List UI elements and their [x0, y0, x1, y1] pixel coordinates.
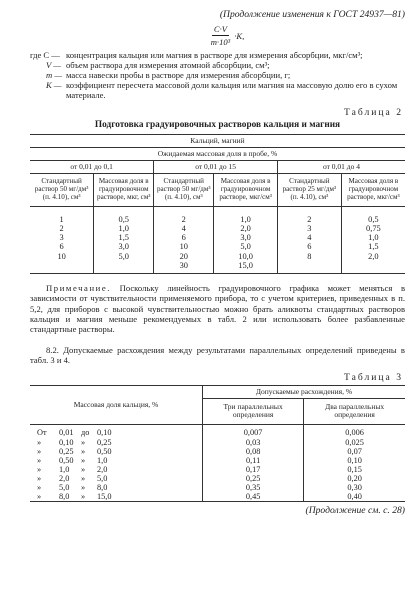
- range-prefix: »: [37, 437, 42, 447]
- definition-text: коэффициент пересчета массовой доли кальция или магния на массовую долю его в сухом материале.: [66, 80, 398, 101]
- range-from: 8,0: [59, 492, 70, 502]
- range-cell: [30, 474, 203, 483]
- range-cell: [30, 483, 203, 492]
- value-two: 0,025: [345, 437, 364, 447]
- formula-fraction: [211, 24, 231, 47]
- table2-col-header: Массовая доля в градуировочном растворе, мкг, см³: [94, 174, 154, 206]
- table-cell: 1,5: [94, 233, 154, 242]
- range-to: 15,0: [97, 492, 112, 502]
- table-row: [30, 474, 405, 483]
- table-row: [30, 425, 405, 438]
- table-cell: 30: [154, 261, 214, 274]
- paragraph-8-2: 8.2. Допускаемые расхождения между результатами параллельных определений приведены в табл. 3 и 4.: [30, 344, 405, 365]
- range-prefix: »: [37, 464, 42, 474]
- note-lead: Примечание.: [46, 283, 112, 294]
- table3-body: [30, 425, 405, 502]
- range-prefix: »: [37, 492, 42, 502]
- table-cell: 20: [154, 252, 214, 261]
- range-from: 5,0: [59, 483, 70, 493]
- definitions-list: [30, 50, 405, 101]
- range-sep: »: [81, 446, 86, 456]
- range-from: 0,50: [59, 455, 74, 465]
- table2-title: Подготовка градуировочных растворов кальция и магния: [94, 119, 341, 130]
- table-cell: 2: [30, 224, 94, 233]
- table2-header-main: Кальций, магний: [30, 134, 405, 147]
- table-cell: 0,5: [368, 214, 379, 224]
- table-cell: 1: [30, 206, 94, 224]
- definition-symbol: где C —: [30, 49, 60, 60]
- value-three: 0,11: [203, 456, 304, 465]
- table3-col-left: Массовая доля кальция, %: [30, 385, 203, 425]
- definition-item: [30, 70, 405, 80]
- table-cell: 6: [154, 233, 214, 242]
- note-paragraph: [30, 283, 405, 335]
- range-sep: до: [81, 428, 90, 438]
- definition-text: концентрация кальция или магния в растворе для измерения абсорбции, мкг/см³;: [66, 49, 363, 60]
- range-cell: [30, 465, 203, 474]
- range: [32, 428, 200, 437]
- range-cell: [30, 447, 203, 456]
- table-cell: 5,0: [214, 242, 278, 251]
- range-sep: »: [81, 483, 86, 493]
- range-to: 5,0: [97, 474, 108, 483]
- range-cell: [30, 456, 203, 465]
- value-three: 0,17: [203, 465, 304, 474]
- value-three: 0,03: [203, 438, 304, 447]
- table-row: [30, 224, 405, 233]
- value-three: 0,25: [203, 474, 304, 483]
- table-row: [30, 456, 405, 465]
- table-cell: 3: [30, 233, 94, 242]
- range-cell: [30, 492, 203, 502]
- range: [32, 465, 200, 474]
- range: [32, 483, 200, 492]
- value-three: 0,08: [203, 447, 304, 456]
- range-sep: »: [81, 437, 86, 447]
- table3-col-a: Три параллельных определения: [203, 398, 304, 425]
- running-header: (Продолжение изменения к ГОСТ 24937—81): [219, 9, 405, 20]
- formula-tail: ·K,: [234, 30, 245, 41]
- table3-label: Таблица 3: [343, 372, 403, 384]
- range: [32, 474, 200, 483]
- table-cell: 1,0: [368, 233, 379, 243]
- table-cell: 2: [154, 206, 214, 224]
- table-cell: 1,0: [214, 206, 278, 224]
- range: [32, 456, 200, 465]
- table2-label: Таблица 2: [343, 107, 403, 119]
- table3-group-header: Допускаемые расхождения, %: [203, 385, 406, 398]
- table-cell: 0,5: [94, 206, 154, 224]
- range-from: 1,0: [59, 464, 70, 474]
- table-row: [30, 242, 405, 251]
- table2-col-header: Массовая доля в градуировочном растворе, мкг/см³: [341, 174, 405, 206]
- table-cell: 3: [278, 224, 342, 233]
- range-prefix: От: [37, 428, 47, 438]
- range-to: 0,50: [97, 446, 112, 456]
- table-row: [30, 483, 405, 492]
- table2-col-header: Стандартный раствор 50 мг/дм³ (п. 4.10), см³: [154, 174, 214, 206]
- table-row: [30, 492, 405, 502]
- range-from: 0,25: [59, 446, 74, 456]
- table2-header-sub: Ожидаемая массовая доля в пробе, %: [30, 147, 405, 160]
- definition-text: объем раствора для измерения атомной абсорбции, см³;: [66, 59, 270, 70]
- table-row: [30, 261, 405, 274]
- note-text: Поскольку линейность градуировочного графика может меняться в зависимости от чувствительности применяемого прибора, то с учетом критериев, приведенных в п. 5,2, для приборов с высокой чувствительностью можно брать аликвоты стандартных растворов кальция и магния меньше рекомендуемых в табл. 2 или использовать более разбавленные стандартные растворы.: [30, 283, 405, 335]
- definition-symbol: m —: [46, 69, 62, 80]
- table-row: [30, 465, 405, 474]
- range-from: 0,01: [59, 428, 74, 438]
- table-cell: [278, 261, 342, 274]
- value-two: 0,30: [347, 483, 362, 493]
- table-cell: 4: [154, 224, 214, 233]
- table-cell: [94, 261, 154, 274]
- table-cell: 4: [278, 233, 342, 242]
- table2-col-header: Стандартный раствор 50 мг/дм³ (п. 4.10), см³: [30, 174, 94, 206]
- range: [32, 438, 200, 447]
- definition-symbol: V —: [46, 59, 61, 70]
- value-three: 0,45: [203, 492, 304, 502]
- table-row: [30, 252, 405, 261]
- table-cell: 15,0: [214, 261, 278, 274]
- range-cell: [30, 425, 203, 438]
- table2-col-header: Массовая доля в градуировочном растворе, мкг/см³: [214, 174, 278, 206]
- value-two: 0,006: [345, 428, 364, 438]
- table-cell: 1,0: [94, 224, 154, 233]
- value-two: 0,07: [347, 446, 362, 456]
- table-row: [30, 438, 405, 447]
- value-two: 0,40: [347, 492, 362, 502]
- value-three: 0,35: [203, 483, 304, 492]
- value-three: 0,007: [203, 425, 304, 438]
- table-cell: 2,0: [214, 224, 278, 233]
- range: [32, 492, 200, 501]
- range-sep: »: [81, 455, 86, 465]
- range-sep: »: [81, 492, 86, 502]
- range-to: 1,0: [97, 455, 108, 465]
- range-to: 8,0: [97, 483, 108, 493]
- table-row: [30, 233, 405, 242]
- continuation-note: (Продолжение см. с. 28): [305, 505, 405, 517]
- range-to: 2,0: [97, 464, 108, 474]
- tolerance-table: [30, 385, 405, 503]
- table-cell: 3,0: [214, 233, 278, 242]
- range-to: 0,25: [97, 437, 112, 447]
- calibration-table: [30, 134, 405, 275]
- definition-symbol: K —: [46, 80, 62, 91]
- definition-item: [30, 50, 405, 60]
- range-prefix: »: [37, 483, 42, 493]
- table-cell: 10: [154, 242, 214, 251]
- formula: [50, 24, 405, 47]
- table-cell: 2,0: [368, 251, 379, 261]
- table-cell: 6: [278, 242, 342, 251]
- range-prefix: »: [37, 446, 42, 456]
- table-cell: [30, 261, 94, 274]
- table-cell: 1,5: [368, 242, 379, 252]
- definition-item: [30, 80, 405, 100]
- range-prefix: »: [37, 455, 42, 465]
- table-cell: 5,0: [94, 252, 154, 261]
- table2-range-2: от 0,01 до 15: [154, 161, 278, 174]
- table-cell: [341, 261, 405, 274]
- table-cell: 10,0: [214, 252, 278, 261]
- range-prefix: »: [37, 474, 42, 483]
- value-two: 0,10: [347, 455, 362, 465]
- value-two: 0,15: [347, 464, 362, 474]
- range: [32, 447, 200, 456]
- range-from: 0,10: [59, 437, 74, 447]
- definition-item: [30, 60, 405, 70]
- table-cell: 6: [30, 242, 94, 251]
- table2-col-header: Стандартный раствор 25 мг/дм³ (п. 4.10), см³: [278, 174, 342, 206]
- range-to: 0,10: [97, 428, 112, 438]
- range-sep: »: [81, 474, 86, 483]
- table2-range-1: от 0,01 до 0,1: [30, 161, 154, 174]
- table-row: [30, 206, 405, 224]
- table3-col-b: Два параллельных определения: [304, 398, 405, 425]
- range-cell: [30, 438, 203, 447]
- definition-text: масса навески пробы в растворе для измерения абсорбции, г;: [66, 69, 291, 80]
- table-cell: 2: [278, 206, 342, 224]
- table-cell: 0,75: [366, 223, 381, 233]
- table-cell: 10: [30, 252, 94, 261]
- table-cell: 8: [278, 252, 342, 261]
- value-two: 0,20: [347, 474, 362, 483]
- table2-range-3: от 0,01 до 4: [278, 161, 406, 174]
- table-cell: 3,0: [94, 242, 154, 251]
- range-sep: »: [81, 464, 86, 474]
- formula-denominator: m·10³: [210, 37, 231, 48]
- table-row: [30, 447, 405, 456]
- range-from: 2,0: [59, 474, 70, 483]
- formula-numerator: C·V: [212, 24, 229, 36]
